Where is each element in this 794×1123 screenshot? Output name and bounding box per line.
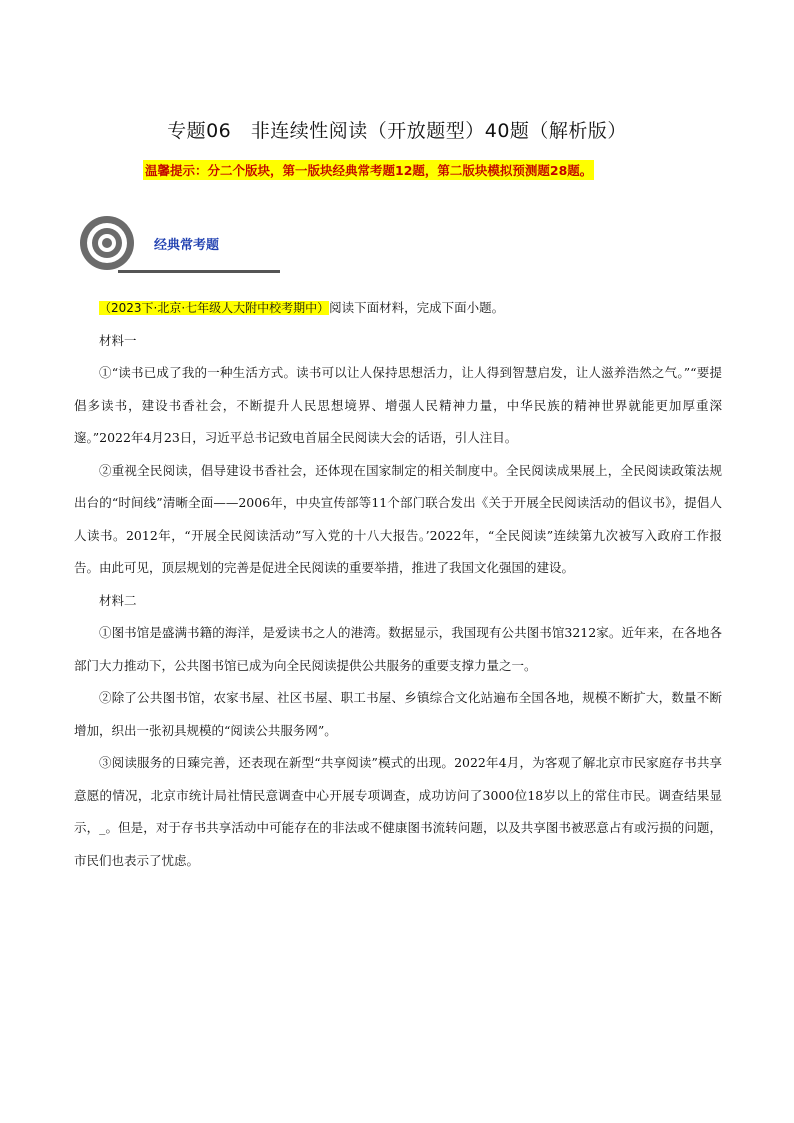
material2-paragraph-1: ①图书馆是盛满书籍的海洋，是爱读书之人的港湾。数据显示，我国现有公共图书馆3212家。近年来，在各地各部门大力推动下，公共图书馆已成为向全民阅读提供公共服务的重要支撑力量之一。: [74, 625, 722, 673]
material1-paragraph-1: ①“读书已成了我的一种生活方式。读书可以让人保持思想活力，让人得到智慧启发，让人滋养浩然之气。”“要提倡多读书，建设书香社会，不断提升人民思想境界、增强人民精神力量，中华民族的精神世界就能更加厚重深邃。”2022年4月23日，习近平总书记致电首届全民阅读大会的话语，引人注目。: [74, 365, 722, 445]
document-body: [74, 292, 722, 877]
question-source: （2023下·北京·七年级人大附中校考期中）: [99, 301, 330, 315]
section-label: 经典常考题: [154, 238, 220, 253]
material-heading-2: 材料二: [99, 592, 137, 608]
material1-paragraph-2: ②重视全民阅读，倡导建设书香社会，还体现在国家制定的相关制度中。全民阅读成果展上，全民阅读政策法规出台的“时间线”清晰全面——2006年，中央宣传部等11个部门联合发出《关于开展全民阅读活动的倡议书》，提倡人人读书。2012年，“开展全民阅读活动”写入党的十八大报告。’2022年，“全民阅读”连续第九次被写入政府工作报告。由此可见，顶层规划的完善是促进全民阅读的重要举措，推进了我国文化强国的建设。: [74, 462, 722, 575]
material-heading-1: 材料一: [99, 332, 137, 348]
question-instruction: 阅读下面材料，完成下面小题。: [329, 300, 505, 315]
section-header: [78, 214, 248, 276]
question-intro: [74, 292, 722, 325]
tip-banner: 温馨提示：分二个版块，第一版块经典常考题12题，第二版块模拟预测题28题。: [143, 160, 594, 180]
material2-paragraph-3: ③阅读服务的日臻完善，还表现在新型“共享阅读”模式的出现。2022年4月，为客观了解北京市民家庭存书共享意愿的情况，北京市统计局社情民意调查中心开展专项调查，成功访问了3000位18岁以上的常住市民。调查结果显示，_。但是，对于存书共享活动中可能存在的非法或不健康图书流转问题，以及共享图书被恶意占有或污损的问题，市民们也表示了忧虑。: [74, 755, 722, 868]
material2-paragraph-2: ②除了公共图书馆，农家书屋、社区书屋、职工书屋、乡镇综合文化站遍布全国各地，规模不断扩大，数量不断增加，织出一张初具规模的“阅读公共服务网”。: [74, 690, 722, 738]
page-title: 专题06 非连续性阅读（开放题型）40题（解析版）: [167, 120, 627, 142]
section-underline: [118, 270, 280, 273]
target-icon: [78, 214, 136, 272]
